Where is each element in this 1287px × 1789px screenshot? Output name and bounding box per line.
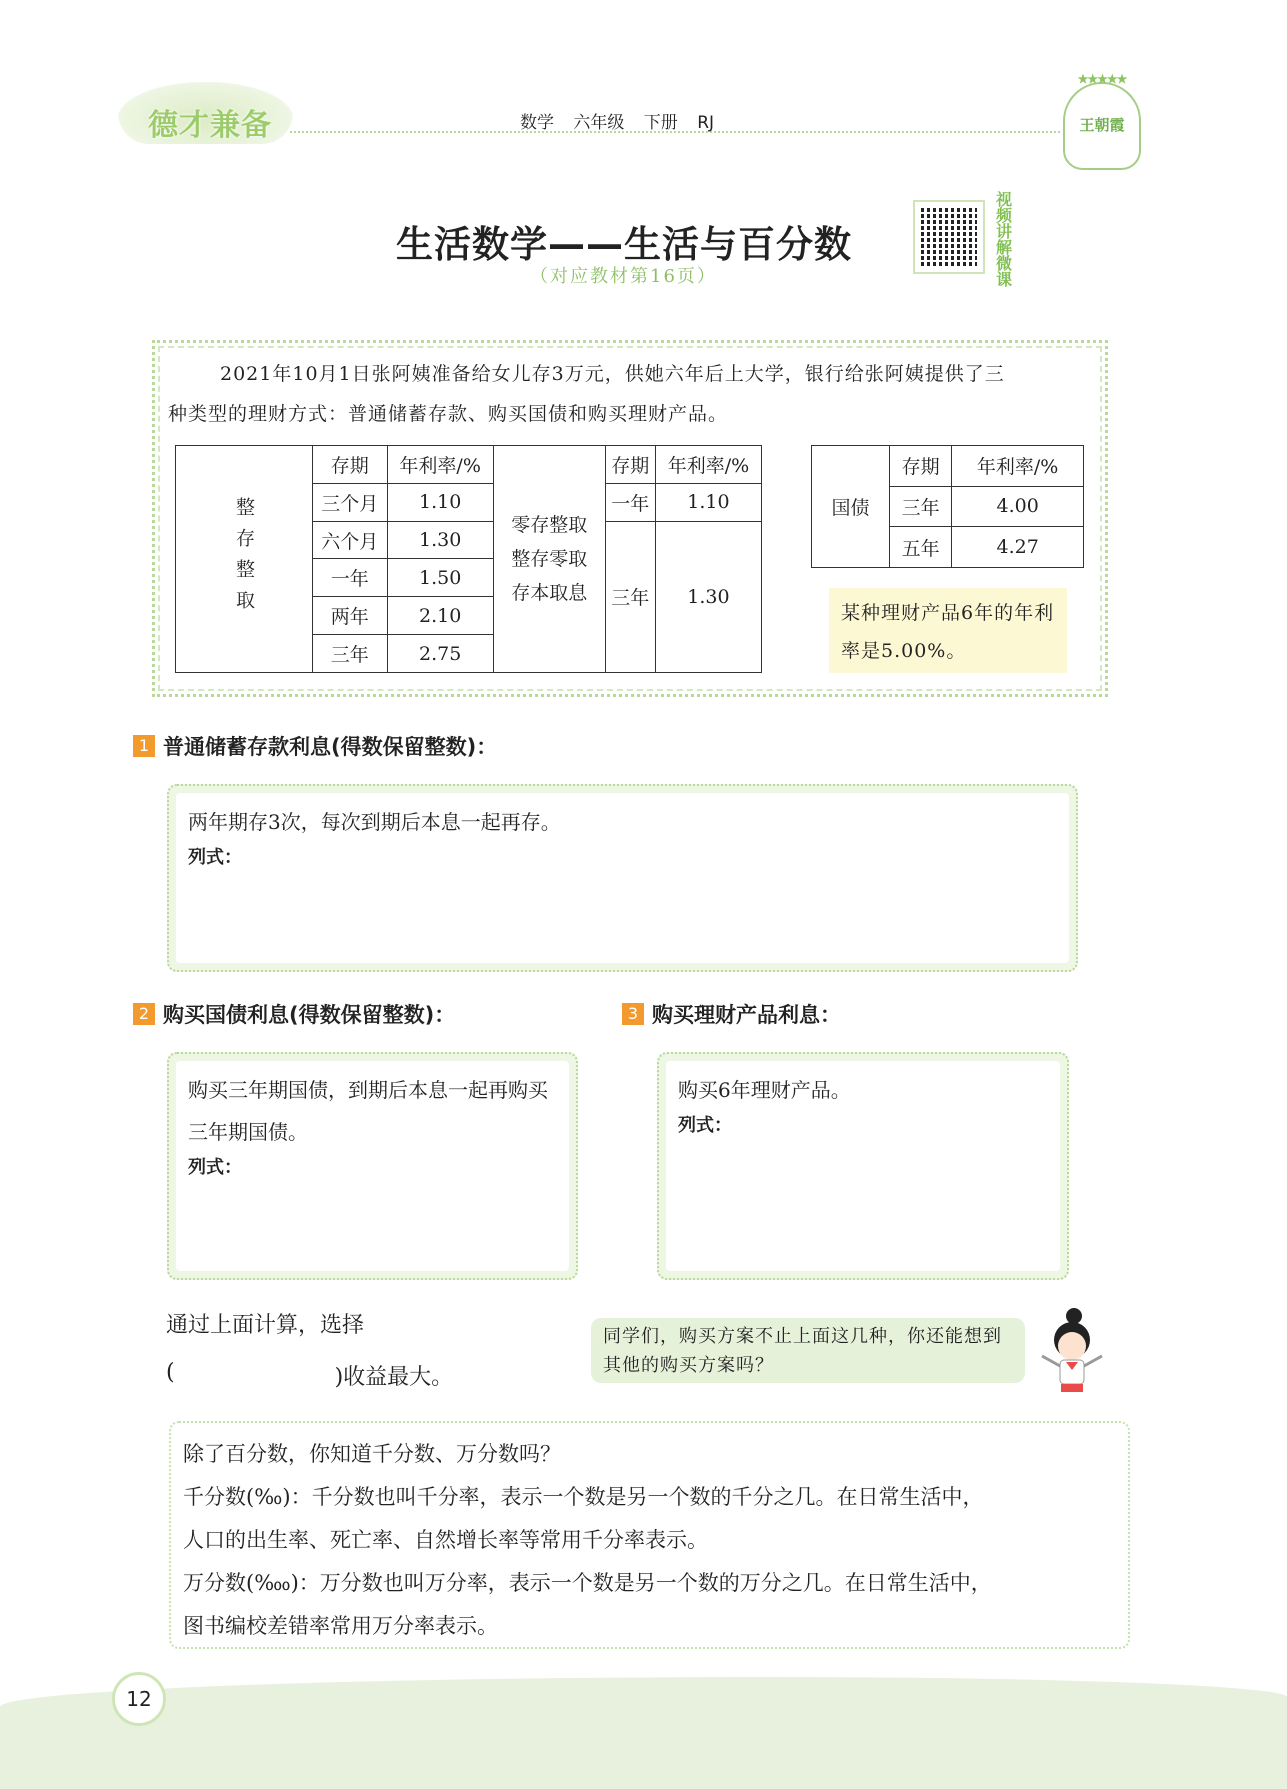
- intro-line-1: 2021年10月1日张阿姨准备给女儿存3万元，供她六年后上大学，银行给张阿姨提供了三: [220, 363, 1005, 385]
- rate-cell: 4.27: [952, 527, 1084, 568]
- qr-label: 视频讲解微课: [996, 190, 1013, 289]
- question-text: 购买三年期国债，到期后本息一起再购买三年期国债。: [188, 1078, 548, 1144]
- blank-close: )收益最大。: [334, 1365, 454, 1390]
- term-cell: 两年: [313, 597, 388, 635]
- knowledge-box: [169, 1421, 1130, 1649]
- term-cell: 六个月: [313, 521, 388, 559]
- fact-line: 万分数(‱)：万分数也叫万分率，表示一个数是另一个数的万分之几。在日常生活中，: [183, 1571, 992, 1595]
- group-bond: 国债: [812, 446, 890, 568]
- question-2-heading: [133, 999, 455, 1029]
- stars-icon: ★★★★★: [1077, 72, 1127, 86]
- page-number: 12: [112, 1672, 166, 1726]
- rate-cell: 1.30: [387, 521, 493, 559]
- conclusion-line-1: 通过上面计算，选择: [166, 1313, 365, 1338]
- fact-line: 图书编校差错率常用万分率表示。: [183, 1614, 498, 1638]
- author-seal: [1063, 72, 1141, 170]
- question-title: 购买理财产品利息：: [652, 1003, 841, 1027]
- header-subject: 数学 六年级 下册 RJ: [520, 113, 715, 133]
- series-logo: [118, 82, 293, 144]
- question-text: 购买6年理财产品。: [678, 1078, 851, 1102]
- rate-cell: 1.30: [655, 521, 761, 672]
- rate-cell: 2.75: [387, 635, 493, 673]
- header-rate: 年利率/%: [655, 446, 761, 484]
- footer-decoration: [0, 1677, 1287, 1789]
- term-cell: 三个月: [313, 483, 388, 521]
- question-title: 普通储蓄存款利息(得数保留整数)：: [163, 735, 498, 759]
- answer-blank[interactable]: [175, 1360, 335, 1391]
- question-number: 3: [622, 1003, 644, 1025]
- product-note: 某种理财产品6年的年利率是5.00%。: [829, 588, 1067, 673]
- page-subtitle: （对应教材第16页）: [530, 266, 717, 287]
- savings-rate-table: [175, 445, 762, 673]
- fact-line: 千分数(‰)：千分数也叫千分率，表示一个数是另一个数的千分之几。在日常生活中，: [183, 1485, 984, 1509]
- logo-text: 德才兼备: [148, 108, 272, 143]
- formula-label: 列式：: [188, 1157, 242, 1178]
- rate-cell: 1.10: [655, 483, 761, 521]
- header-term: 存期: [605, 446, 655, 484]
- question-3-answer-box[interactable]: [657, 1052, 1069, 1280]
- question-number: 2: [133, 1003, 155, 1025]
- fact-line: 除了百分数，你知道千分数、万分数吗？: [183, 1442, 561, 1466]
- qr-code-icon[interactable]: [913, 200, 985, 274]
- page-title: 生活数学——生活与百分数: [396, 223, 852, 266]
- term-cell: 五年: [890, 527, 952, 568]
- rate-cell: 2.10: [387, 597, 493, 635]
- formula-label: 列式：: [678, 1115, 732, 1136]
- term-cell: 一年: [605, 483, 655, 521]
- group-fixed: 整存整取: [176, 446, 313, 673]
- header-term: 存期: [313, 446, 388, 484]
- rate-cell: 1.50: [387, 559, 493, 597]
- header-term: 存期: [890, 446, 952, 487]
- header-rate: 年利率/%: [387, 446, 493, 484]
- question-3-heading: [622, 999, 841, 1029]
- rate-cell: 4.00: [952, 486, 1084, 527]
- speech-bubble: 同学们，购买方案不止上面这几种，你还能想到其他的购买方案吗？: [591, 1318, 1025, 1383]
- question-1-answer-box[interactable]: [167, 784, 1078, 972]
- intro-line-2: 种类型的理财方式：普通储蓄存款、购买国债和购买理财产品。: [168, 403, 729, 425]
- header-rate: 年利率/%: [952, 446, 1084, 487]
- term-cell: 三年: [313, 635, 388, 673]
- group-other: 零存整取 整存零取 存本取息: [493, 446, 605, 673]
- term-cell: 一年: [313, 559, 388, 597]
- conclusion-line-2: [166, 1360, 453, 1391]
- question-number: 1: [133, 735, 155, 757]
- term-cell: 三年: [605, 521, 655, 672]
- question-title: 购买国债利息(得数保留整数)：: [163, 1003, 456, 1027]
- question-2-answer-box[interactable]: [167, 1052, 578, 1280]
- blank-open: (: [166, 1360, 175, 1385]
- fact-line: 人口的出生率、死亡率、自然增长率等常用千分率表示。: [183, 1528, 708, 1552]
- girl-character-icon: [1032, 1308, 1112, 1400]
- term-cell: 三年: [890, 486, 952, 527]
- question-text: 两年期存3次，每次到期后本息一起再存。: [188, 810, 561, 834]
- rate-cell: 1.10: [387, 483, 493, 521]
- bond-rate-table: [811, 445, 1084, 568]
- formula-label: 列式：: [188, 847, 242, 868]
- question-1-heading: [133, 731, 497, 761]
- seal-text: 王朝霞: [1079, 116, 1125, 134]
